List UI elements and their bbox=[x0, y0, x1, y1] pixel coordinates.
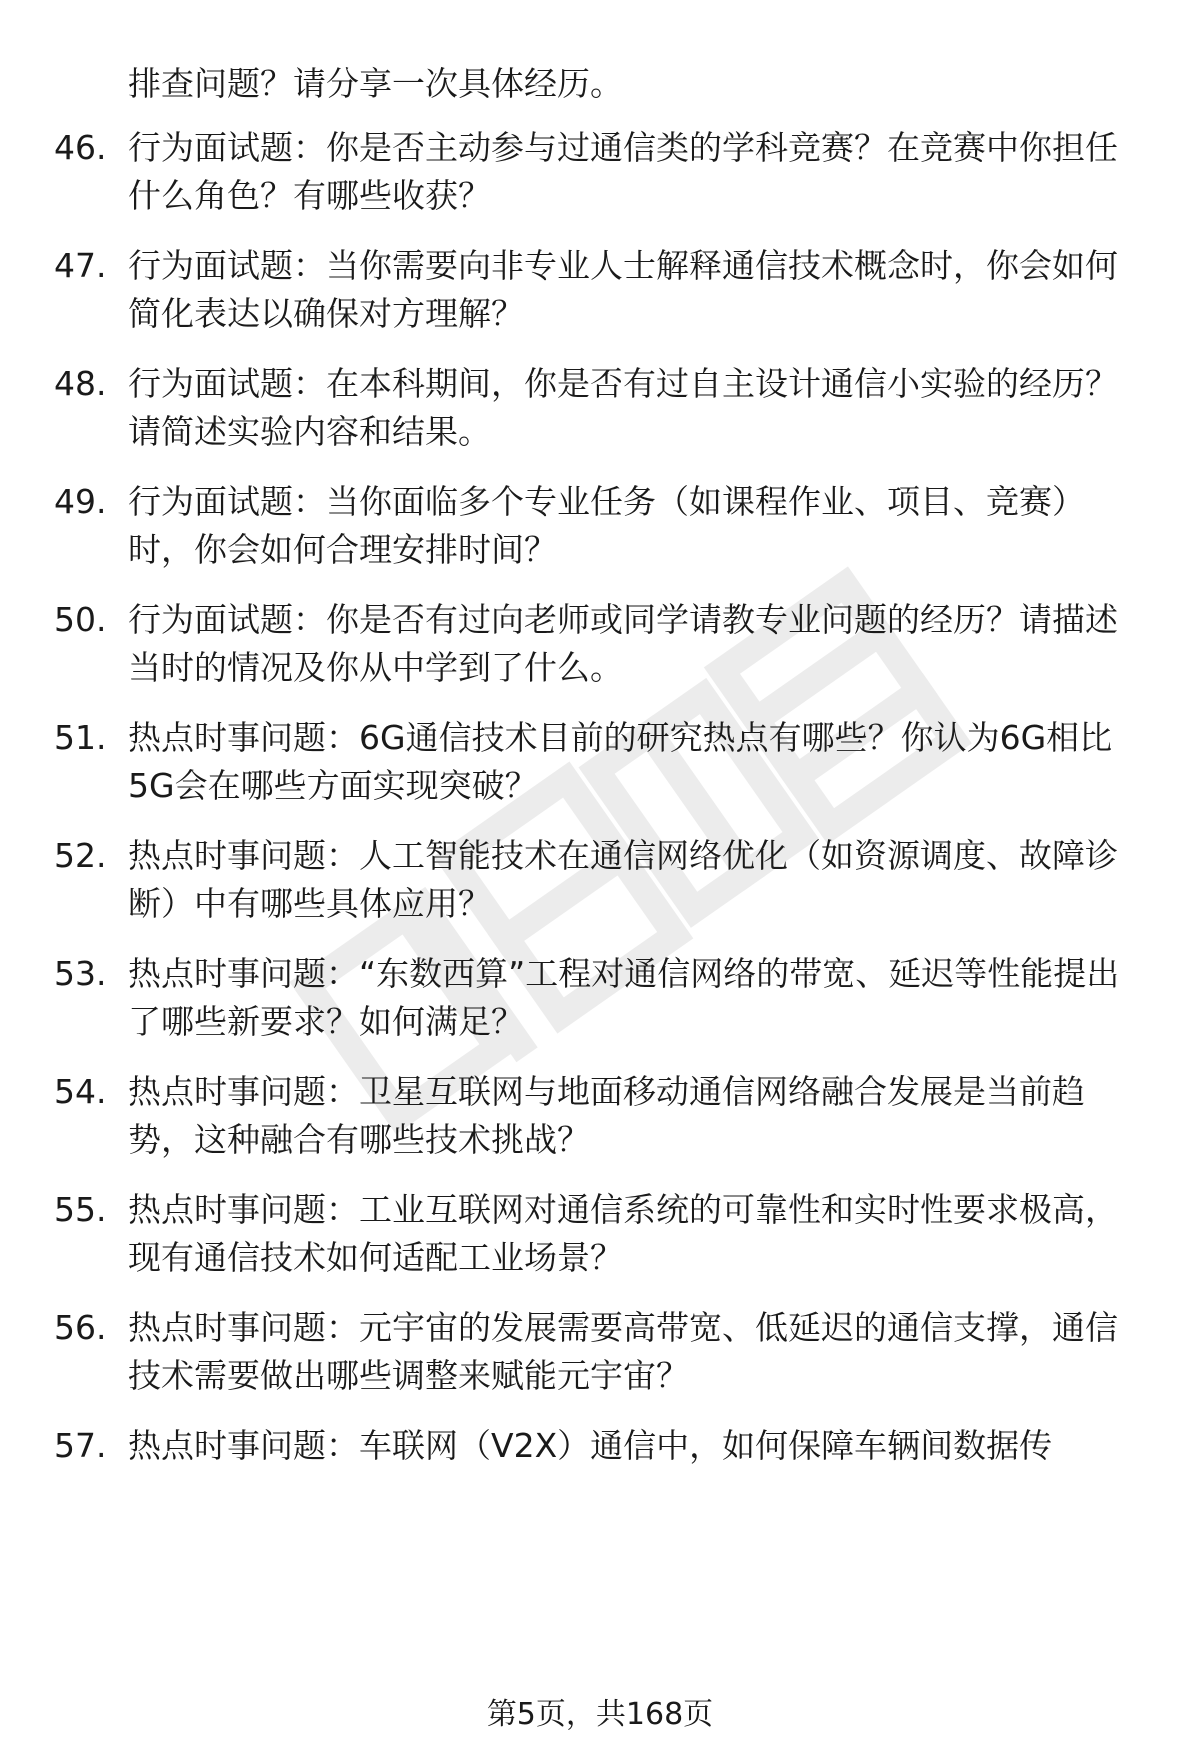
item-text: 热点时事问题：6G通信技术目前的研究热点有哪些？你认为6G相比5G会在哪些方面实现突破？ bbox=[128, 718, 1113, 805]
item-text: 热点时事问题：卫星互联网与地面移动通信网络融合发展是当前趋势，这种融合有哪些技术挑战？ bbox=[128, 1072, 1085, 1159]
item-text: 热点时事问题：“东数西算”工程对通信网络的带宽、延迟等性能提出了哪些新要求？如何满足？ bbox=[128, 954, 1120, 1041]
item-text: 热点时事问题：工业互联网对通信系统的可靠性和实时性要求极高，现有通信技术如何适配工业场景？ bbox=[128, 1190, 1118, 1277]
item-number: 55. bbox=[54, 1190, 107, 1229]
item-text: 热点时事问题：元宇宙的发展需要高带宽、低延迟的通信支撑，通信技术需要做出哪些调整来赋能元宇宙？ bbox=[128, 1308, 1118, 1395]
item-number: 52. bbox=[54, 836, 107, 875]
item-text: 行为面试题：当你面临多个专业任务（如课程作业、项目、竞赛）时，你会如何合理安排时间？ bbox=[128, 482, 1085, 569]
item-number: 53. bbox=[54, 954, 107, 993]
item-text: 行为面试题：当你需要向非专业人士解释通信技术概念时，你会如何简化表达以确保对方理解？ bbox=[128, 246, 1118, 333]
item-text: 行为面试题：在本科期间，你是否有过自主设计通信小实验的经历？请简述实验内容和结果。 bbox=[128, 364, 1118, 451]
item-number: 48. bbox=[54, 364, 107, 403]
item-text: 行为面试题：你是否主动参与过通信类的学科竞赛？在竞赛中你担任什么角色？有哪些收获？ bbox=[128, 128, 1118, 215]
item-text: 行为面试题：你是否有过向老师或同学请教专业问题的经历？请描述当时的情况及你从中学到了什么。 bbox=[128, 600, 1118, 687]
item-text: 热点时事问题：人工智能技术在通信网络优化（如资源调度、故障诊断）中有哪些具体应用？ bbox=[128, 836, 1118, 923]
item-number: 54. bbox=[54, 1072, 107, 1111]
item-number: 50. bbox=[54, 600, 107, 639]
continuation-text: 排查问题？请分享一次具体经历。 bbox=[128, 64, 623, 103]
item-number: 57. bbox=[54, 1426, 107, 1465]
item-number: 51. bbox=[54, 718, 107, 757]
item-number: 49. bbox=[54, 482, 107, 521]
item-number: 46. bbox=[54, 128, 107, 167]
item-number: 56. bbox=[54, 1308, 107, 1347]
page-footer: 第5页，共168页 bbox=[486, 1697, 714, 1732]
item-number: 47. bbox=[54, 246, 107, 285]
item-text: 热点时事问题：车联网（V2X）通信中，如何保障车辆间数据传 bbox=[128, 1426, 1053, 1465]
